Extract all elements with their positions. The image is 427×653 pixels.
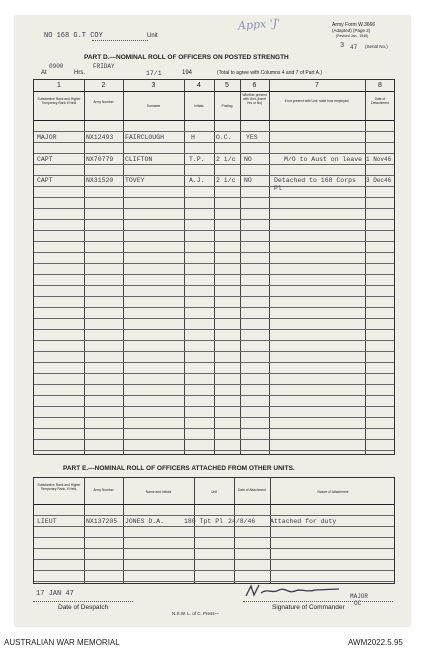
- cell-rank: LIEUT: [37, 518, 57, 525]
- header-army-number: Army Number: [93, 100, 114, 104]
- header-name: Name and Initials: [145, 490, 172, 494]
- ruled-line: [34, 439, 394, 440]
- total-note: (Total to agree with Columns 4 and 7 of Part A.): [217, 70, 323, 76]
- col-number: 7: [315, 82, 319, 89]
- ruled-line: [34, 296, 394, 297]
- ruled-line: [34, 570, 394, 571]
- ruled-line: [34, 241, 394, 242]
- ruled-line: [34, 274, 394, 275]
- ruled-line: [34, 252, 394, 253]
- ruled-line: [34, 373, 394, 374]
- header-detachment-date: Date of Detachment: [371, 97, 389, 105]
- form-adapted: (Adapted) (Page 2): [332, 28, 371, 33]
- ruled-line: [34, 450, 394, 451]
- cell-initials: T.P.: [189, 156, 205, 163]
- signature-dotted-line: [243, 601, 393, 602]
- ruled-line: [34, 340, 394, 341]
- unit-dotted-line: [92, 40, 148, 41]
- cell-attachment-date: 24/8/46: [228, 518, 256, 525]
- form-revised: (Revised Jan., 1945): [336, 34, 369, 38]
- ruled-line: [34, 307, 394, 308]
- ruled-line: [34, 230, 394, 231]
- col-number: 6: [252, 82, 257, 89]
- commander-signature: [243, 582, 353, 602]
- cell-posting: 2 i/c: [216, 156, 236, 163]
- cell-rank: MAJOR: [37, 134, 57, 141]
- ruled-line: [34, 559, 394, 560]
- header-present: Whether present with Unit (Insert Yes or No): [242, 93, 267, 105]
- footer-institution: AUSTRALIAN WAR MEMORIAL: [4, 638, 120, 647]
- page-ref: 3: [340, 42, 345, 50]
- ruled-line: [34, 263, 394, 264]
- at-label: At: [41, 70, 47, 76]
- part-e-table: [33, 477, 395, 584]
- date-typed: 17/1: [146, 70, 162, 77]
- header-surname: Surname: [146, 104, 161, 108]
- cell-rank: CAPT: [37, 156, 53, 163]
- header-rank: Substantive Rank and Higher Temporary Rank, if Held.: [37, 483, 81, 491]
- part-d-title: PART D.—NOMINAL ROLL OF OFFICERS ON POSTED STRENGTH: [84, 54, 289, 61]
- cell-name: JONES D.A.: [125, 518, 165, 525]
- hrs-label: Hrs.: [74, 70, 85, 76]
- unit-number: NO 168 G.T COY: [44, 32, 103, 40]
- time-typed: 0900: [49, 63, 64, 70]
- header-unit: Unit: [211, 490, 217, 494]
- header-attachment-date: Date of Attachment: [237, 488, 267, 492]
- ruled-line: [34, 219, 394, 220]
- cell-present: NO: [244, 156, 252, 163]
- col-number: 5: [225, 82, 229, 89]
- ruled-line: [34, 153, 394, 154]
- unit-label: Unit: [147, 33, 158, 39]
- col-number: 3: [151, 82, 156, 89]
- cell-army-number: NX31520: [86, 177, 114, 184]
- handwritten-appendix-note: Appx 'J': [237, 16, 281, 33]
- cell-rank: CAPT: [37, 177, 53, 184]
- cell-initials: H: [191, 134, 195, 141]
- part-d-table: [33, 79, 395, 455]
- part-e-title: PART E.—NOMINAL ROLL OF OFFICERS ATTACHED FROM OTHER UNITS.: [63, 465, 295, 472]
- ruled-line: [34, 318, 394, 319]
- cell-surname: CLIFTON: [125, 156, 153, 163]
- ruled-line: [34, 131, 394, 132]
- year-label: 194: [182, 70, 193, 76]
- day-typed: FRIDAY: [93, 63, 115, 70]
- despatch-date: 17 JAN 47: [36, 590, 74, 598]
- col-number: 8: [378, 82, 382, 89]
- cell-army-number: NX137205: [86, 518, 118, 525]
- cell-present: YES: [246, 134, 258, 141]
- form-name: Army Form W.3666: [332, 22, 376, 28]
- ruled-line: [34, 142, 394, 143]
- ruled-line: [34, 384, 394, 385]
- ruled-line: [34, 515, 394, 516]
- header-posting: Posting: [221, 104, 233, 108]
- footer-accession-number: AWM2022.5.95: [348, 638, 403, 647]
- ruled-line: [34, 548, 394, 549]
- despatch-dotted-line: [33, 601, 133, 602]
- ruled-line: [34, 362, 394, 363]
- cell-unit: 180 Tpt Pl: [184, 518, 224, 525]
- ruled-line: [34, 526, 394, 527]
- header-rank: Substantive Rank and Higher Temporary Rank if Held: [37, 97, 81, 105]
- header-army-number: Army Number: [93, 488, 114, 492]
- ruled-line: [34, 329, 394, 330]
- cell-detachment-date: 3 Dec46: [366, 177, 392, 184]
- cell-surname: FAIRCLOUGH: [125, 134, 165, 141]
- cell-initials: A.J.: [189, 177, 205, 184]
- cell-employment: M/O to Aust on leave: [283, 156, 362, 163]
- col-number: 2: [101, 82, 106, 89]
- ruled-line: [34, 197, 394, 198]
- signature-rank: MAJOR: [350, 593, 369, 600]
- header-initials: Initials: [194, 104, 204, 108]
- cell-surname: TOVEY: [125, 177, 145, 184]
- ruled-line: [34, 406, 394, 407]
- printer-note: N.S.W. L. of C. Press—: [172, 611, 220, 616]
- cell-employment: Detached to 168 Corps Pl: [274, 177, 356, 192]
- signature-title: OC: [354, 600, 362, 607]
- ruled-line: [34, 175, 394, 176]
- ruled-line: [34, 164, 394, 165]
- col-number: 1: [57, 82, 61, 89]
- page-ref-suffix: 47: [350, 44, 358, 51]
- header-attachment-nature: Nature of Attachment: [317, 490, 349, 494]
- despatch-label: Date of Despatch: [58, 604, 109, 611]
- ruled-line: [34, 395, 394, 396]
- col-number: 4: [197, 82, 201, 89]
- cell-posting: 2 i/c: [216, 177, 236, 184]
- ruled-line: [34, 417, 394, 418]
- cell-army-number: NX70779: [86, 156, 114, 163]
- ruled-line: [34, 208, 394, 209]
- cell-attachment-nature: Attached for duty: [270, 518, 337, 525]
- cell-army-number: NX12493: [86, 134, 114, 141]
- cell-detachment-date: 1 Nov46: [366, 156, 392, 163]
- ruled-line: [34, 285, 394, 286]
- cell-present: NO: [244, 177, 252, 184]
- ruled-line: [34, 537, 394, 538]
- cell-posting: O.C.: [216, 134, 232, 141]
- serial-label: (Serial No.): [365, 44, 388, 49]
- ruled-line: [34, 428, 394, 429]
- header-employment: If not present with Unit, state how employed.: [284, 99, 350, 103]
- ruled-line: [34, 351, 394, 352]
- signature-label: Signature of Commander: [272, 604, 345, 611]
